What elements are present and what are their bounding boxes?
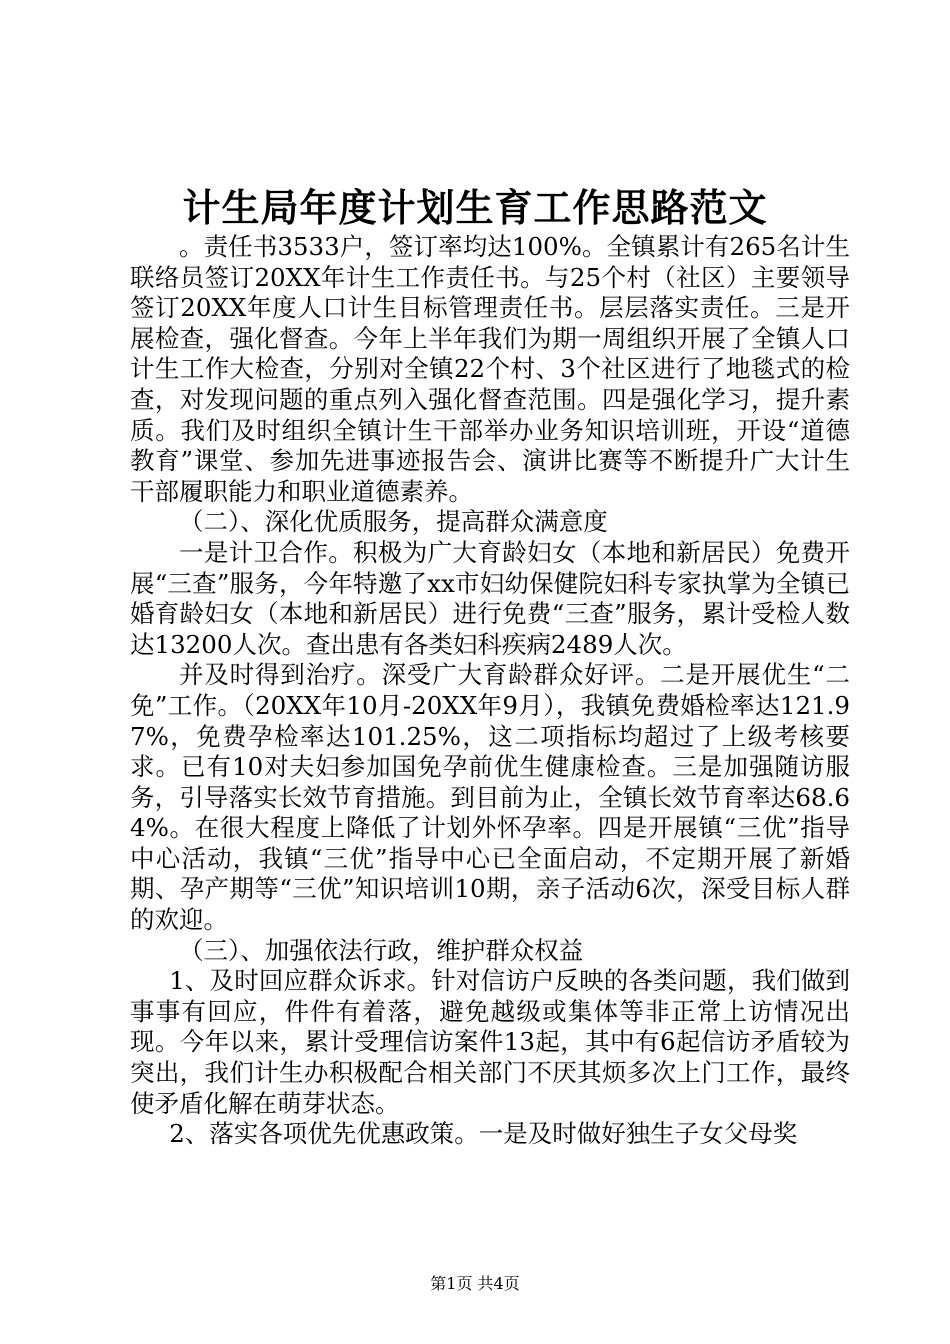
paragraph-responsibility: 。责任书3533户，签订率均达100%。全镇累计有265名计生联络员签订20XX年计生工作责任书。与25个村（社区）主要领导签订20XX年度人口计生目标管理责任书。层层落实责任。三是开展检查，强化督查。今年上半年我们为期一周组织开展了全镇人口计生工作大检查，分别对全镇22个村、3个社区进行了地毯式的检查，对发现问题的重点列入强化督查范围。四是强化学习，提升素质。我们及时组织全镇计生干部举办业务知识培训班，开设“道德教育”课堂、参加先进事迹报告会、演讲比赛等不断提升广大计生干部履职能力和职业道德素养。 xyxy=(130,232,850,506)
paragraph-petitions: 1、及时回应群众诉求。针对信访户反映的各类问题，我们做到事事有回应，件件有着落，避免越级或集体等非正常上访情况出现。今年以来，累计受理信访案件13起，其中有6起信访矛盾较为突出，我们计生办积极配合相关部门不厌其烦多次上门工作，最终使矛盾化解在萌芽状态。 xyxy=(130,966,850,1118)
section-heading-2: （二）、深化优质服务，提高群众满意度 xyxy=(179,507,608,537)
page-footer: 第1页 共4页 xyxy=(430,1274,520,1293)
document-body xyxy=(130,232,850,1150)
section-heading-3: （三）、加强依法行政，维护群众权益 xyxy=(179,935,584,965)
paragraph-eugenics: 并及时得到治疗。深受广大育龄群众好评。二是开展优生“二免”工作。（20XX年10月-20XX年9月），我镇免费婚检率达121.97%，免费孕检率达101.25%，这二项指标均超过了上级考核要求。已有10对夫妇参加国免孕前优生健康检查。三是加强随访服务，引导落实长效节育措施。到目前为止，全镇长效节育率达68.64%。在很大程度上降低了计划外怀孕率。四是开展镇“三优”指导中心活动，我镇“三优”指导中心已全面启动，不定期开展了新婚期、孕产期等“三优”知识培训10期，亲子活动6次，深受目标人群的欢迎。 xyxy=(130,660,850,935)
paragraph-policies: 2、落实各项优先优惠政策。一是及时做好独生子女父母奖 xyxy=(169,1119,798,1149)
document-title: 计生局年度计划生育工作思路范文 xyxy=(182,185,768,230)
paragraph-family-health: 一是计卫合作。积极为广大育龄妇女（本地和新居民）免费开展“三查”服务，今年特邀了xx市妇幼保健院妇科专家执掌为全镇已婚育龄妇女（本地和新居民）进行免费“三查”服务，累计受检人数达13200人次。查出患有各类妇科疾病2489人次。 xyxy=(130,537,850,659)
